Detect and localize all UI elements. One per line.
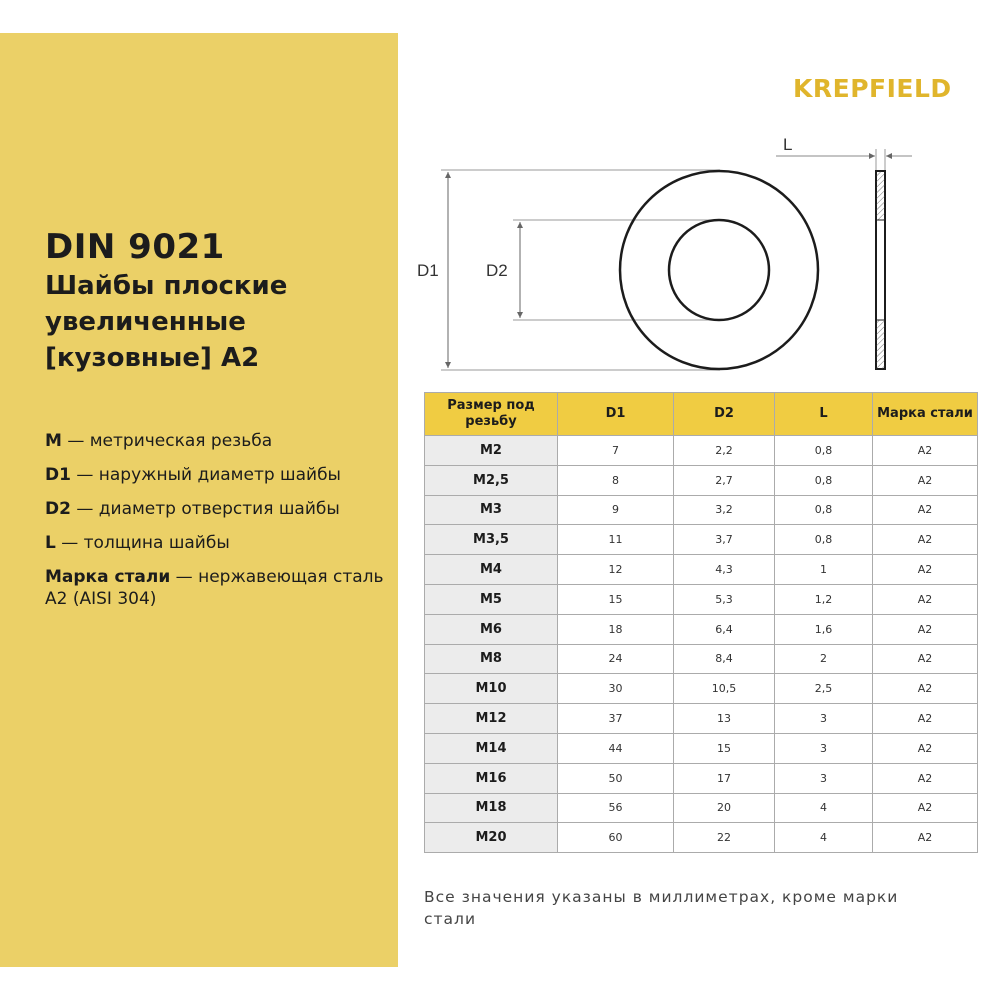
cell-d1: 44: [558, 733, 674, 763]
header-d1: D1: [558, 393, 674, 436]
subtitle-line: увеличенные: [45, 307, 246, 337]
cell-d2: 6,4: [674, 614, 775, 644]
cell-d1: 37: [558, 704, 674, 734]
cell-grade: A2: [873, 763, 978, 793]
cell-d2: 2,7: [674, 465, 775, 495]
cell-l: 1: [775, 555, 873, 585]
cell-l: 0,8: [775, 436, 873, 466]
cell-d1: 30: [558, 674, 674, 704]
cell-l: 3: [775, 733, 873, 763]
table-row: [425, 436, 978, 466]
legend-item: [45, 464, 390, 486]
table-row: [425, 465, 978, 495]
cell-l: 0,8: [775, 495, 873, 525]
table-row: [425, 674, 978, 704]
legend: [45, 430, 390, 622]
table-row: [425, 525, 978, 555]
cell-size: M18: [425, 793, 558, 823]
cell-size: M16: [425, 763, 558, 793]
cell-d1: 24: [558, 644, 674, 674]
cell-d1: 11: [558, 525, 674, 555]
cell-l: 1,6: [775, 614, 873, 644]
cell-size: M10: [425, 674, 558, 704]
cell-size: M6: [425, 614, 558, 644]
label-l: L: [783, 135, 793, 154]
subtitle-line: [кузовные] A2: [45, 343, 260, 373]
cell-grade: A2: [873, 704, 978, 734]
page-subtitle: [45, 268, 385, 376]
cell-d1: 18: [558, 614, 674, 644]
cell-d1: 15: [558, 584, 674, 614]
cell-grade: A2: [873, 525, 978, 555]
washer-outer: [620, 171, 818, 369]
cell-size: M4: [425, 555, 558, 585]
legend-item: [45, 532, 390, 554]
table-row: [425, 555, 978, 585]
side-panel: [0, 33, 398, 967]
cell-d1: 50: [558, 763, 674, 793]
cell-size: M2,5: [425, 465, 558, 495]
cell-d2: 3,7: [674, 525, 775, 555]
cell-l: 1,2: [775, 584, 873, 614]
page-title: DIN 9021: [45, 227, 225, 267]
washer-diagram: [400, 125, 920, 385]
cell-d2: 22: [674, 823, 775, 853]
table-row: [425, 704, 978, 734]
cell-size: M20: [425, 823, 558, 853]
cell-l: 4: [775, 793, 873, 823]
cell-d2: 17: [674, 763, 775, 793]
washer-inner: [669, 220, 769, 320]
table-row: [425, 644, 978, 674]
legend-term: Марка стали: [45, 567, 171, 587]
header-grade: Марка стали: [873, 393, 978, 436]
cell-l: 0,8: [775, 525, 873, 555]
legend-item: [45, 498, 390, 520]
table-row: [425, 763, 978, 793]
table-row: [425, 614, 978, 644]
table-row: [425, 584, 978, 614]
cell-d2: 4,3: [674, 555, 775, 585]
table-row: [425, 733, 978, 763]
cell-d2: 5,3: [674, 584, 775, 614]
cell-d2: 3,2: [674, 495, 775, 525]
cell-size: M5: [425, 584, 558, 614]
legend-desc: — наружный диаметр шайбы: [70, 465, 341, 485]
cell-size: M12: [425, 704, 558, 734]
cell-size: M14: [425, 733, 558, 763]
cell-d2: 10,5: [674, 674, 775, 704]
legend-item: [45, 566, 390, 610]
legend-term: D2: [45, 499, 71, 519]
header-d2: D2: [674, 393, 775, 436]
cell-d1: 7: [558, 436, 674, 466]
cell-d1: 56: [558, 793, 674, 823]
cell-d1: 9: [558, 495, 674, 525]
cell-l: 3: [775, 704, 873, 734]
table-body: [425, 436, 978, 853]
cell-d2: 2,2: [674, 436, 775, 466]
label-d1: D1: [417, 261, 439, 280]
legend-term: M: [45, 431, 62, 451]
cell-l: 3: [775, 763, 873, 793]
brand-logo: KREPFIELD: [793, 74, 952, 103]
cell-grade: A2: [873, 644, 978, 674]
cell-grade: A2: [873, 436, 978, 466]
footnote: Все значения указаны в миллиметрах, кроме марки стали: [424, 888, 899, 928]
label-d2: D2: [486, 261, 508, 280]
legend-desc: — толщина шайбы: [55, 533, 230, 553]
spec-table: [424, 392, 978, 853]
legend-term: L: [45, 533, 56, 553]
header-l: L: [775, 393, 873, 436]
legend-desc: — метрическая резьба: [61, 431, 273, 451]
cell-grade: A2: [873, 823, 978, 853]
legend-item: [45, 430, 390, 452]
cell-d2: 8,4: [674, 644, 775, 674]
cell-d1: 12: [558, 555, 674, 585]
cell-grade: A2: [873, 584, 978, 614]
profile-hatch-top: [876, 171, 885, 220]
cell-grade: A2: [873, 614, 978, 644]
subtitle-line: Шайбы плоские: [45, 271, 288, 301]
cell-grade: A2: [873, 495, 978, 525]
table-row: [425, 823, 978, 853]
cell-grade: A2: [873, 733, 978, 763]
table-header-row: [425, 393, 978, 436]
cell-d2: 13: [674, 704, 775, 734]
cell-size: M8: [425, 644, 558, 674]
cell-l: 2,5: [775, 674, 873, 704]
cell-grade: A2: [873, 793, 978, 823]
title-block: [45, 226, 385, 376]
cell-l: 0,8: [775, 465, 873, 495]
cell-d2: 20: [674, 793, 775, 823]
cell-grade: A2: [873, 555, 978, 585]
cell-l: 2: [775, 644, 873, 674]
cell-l: 4: [775, 823, 873, 853]
table-row: [425, 495, 978, 525]
cell-d2: 15: [674, 733, 775, 763]
cell-grade: A2: [873, 674, 978, 704]
legend-desc: — диаметр отверстия шайбы: [70, 499, 340, 519]
cell-grade: A2: [873, 465, 978, 495]
cell-d1: 60: [558, 823, 674, 853]
profile-hatch-bottom: [876, 320, 885, 369]
cell-size: M3,5: [425, 525, 558, 555]
cell-size: M3: [425, 495, 558, 525]
legend-term: D1: [45, 465, 71, 485]
header-size: Размер под резьбу: [425, 393, 558, 436]
cell-d1: 8: [558, 465, 674, 495]
table-row: [425, 793, 978, 823]
cell-size: M2: [425, 436, 558, 466]
legend-desc: — нержавеющая сталь A2 (AISI 304): [45, 567, 384, 609]
